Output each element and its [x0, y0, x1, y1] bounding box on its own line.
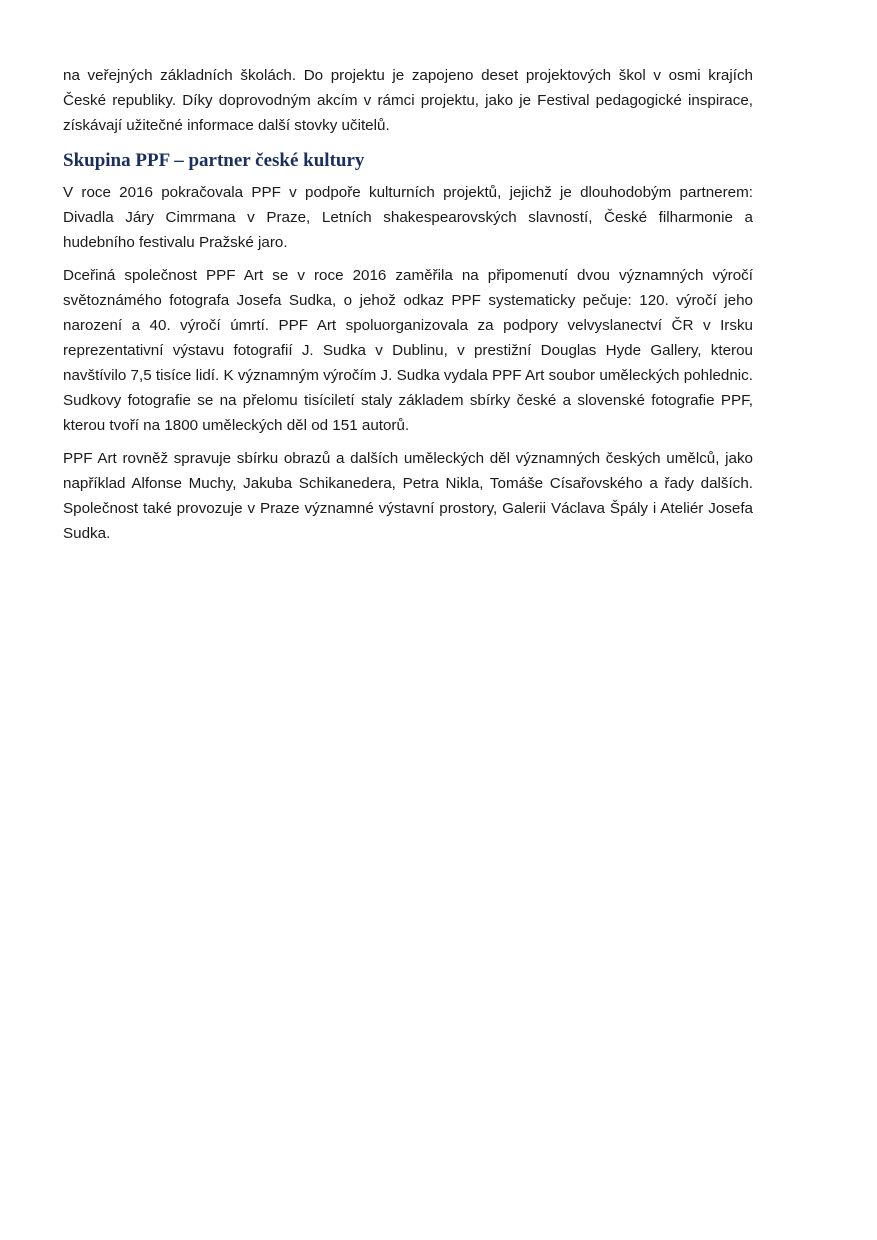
paragraph-culture-projects: V roce 2016 pokračovala PPF v podpoře kulturních projektů, jejichž je dlouhodobým partnerem: Divadla Járy Cimrmana v Praze, Letních shakespearovských slavností, České filharmonie a hudebního festivalu Pražské jaro. — [63, 184, 753, 251]
paragraph-ppf-art-collection: PPF Art rovněž spravuje sbírku obrazů a dalších uměleckých děl významných českých umělců, jako například Alfonse Muchy, Jakuba Schikanedera, Petra Nikla, Tomáše Císařovského a řady dalších. Společnost také provozuje v Praze významné výstavní prostory, Galerii Václava Špály i Ateliér Josefa Sudka. — [63, 450, 753, 542]
intro-paragraph: na veřejných základních školách. Do projektu je zapojeno deset projektových škol v osmi krajích České republiky. Díky doprovodným akcím v rámci projektu, jako je Festival pedagogické inspirace, získávají užitečné informace další stovky učitelů. — [63, 67, 753, 134]
paragraph-ppf-art-sudek: Dceřiná společnost PPF Art se v roce 2016 zaměřila na připomenutí dvou významných výročí světoznámého fotografa Josefa Sudka, o jehož odkaz PPF systematicky pečuje: 120. výročí jeho narození a 40. výročí úmrtí. PPF Art spoluorganizovala za podpory velvyslanectví ČR v Irsku reprezentativní výstavu fotografií J. Sudka v Dublinu, v prestižní Douglas Hyde Gallery, kterou navštívilo 7,5 tisíce lidí. K významným výročím J. Sudka vydala PPF Art soubor uměleckých pohlednic. Sudkovy fotografie se na přelomu tisíciletí staly základem sbírky české a slovenské fotografie PPF, kterou tvoří na 1800 uměleckých děl od 151 autorů. — [63, 267, 753, 434]
section-heading: Skupina PPF – partner české kultury — [63, 150, 365, 171]
page-content — [63, 63, 753, 546]
